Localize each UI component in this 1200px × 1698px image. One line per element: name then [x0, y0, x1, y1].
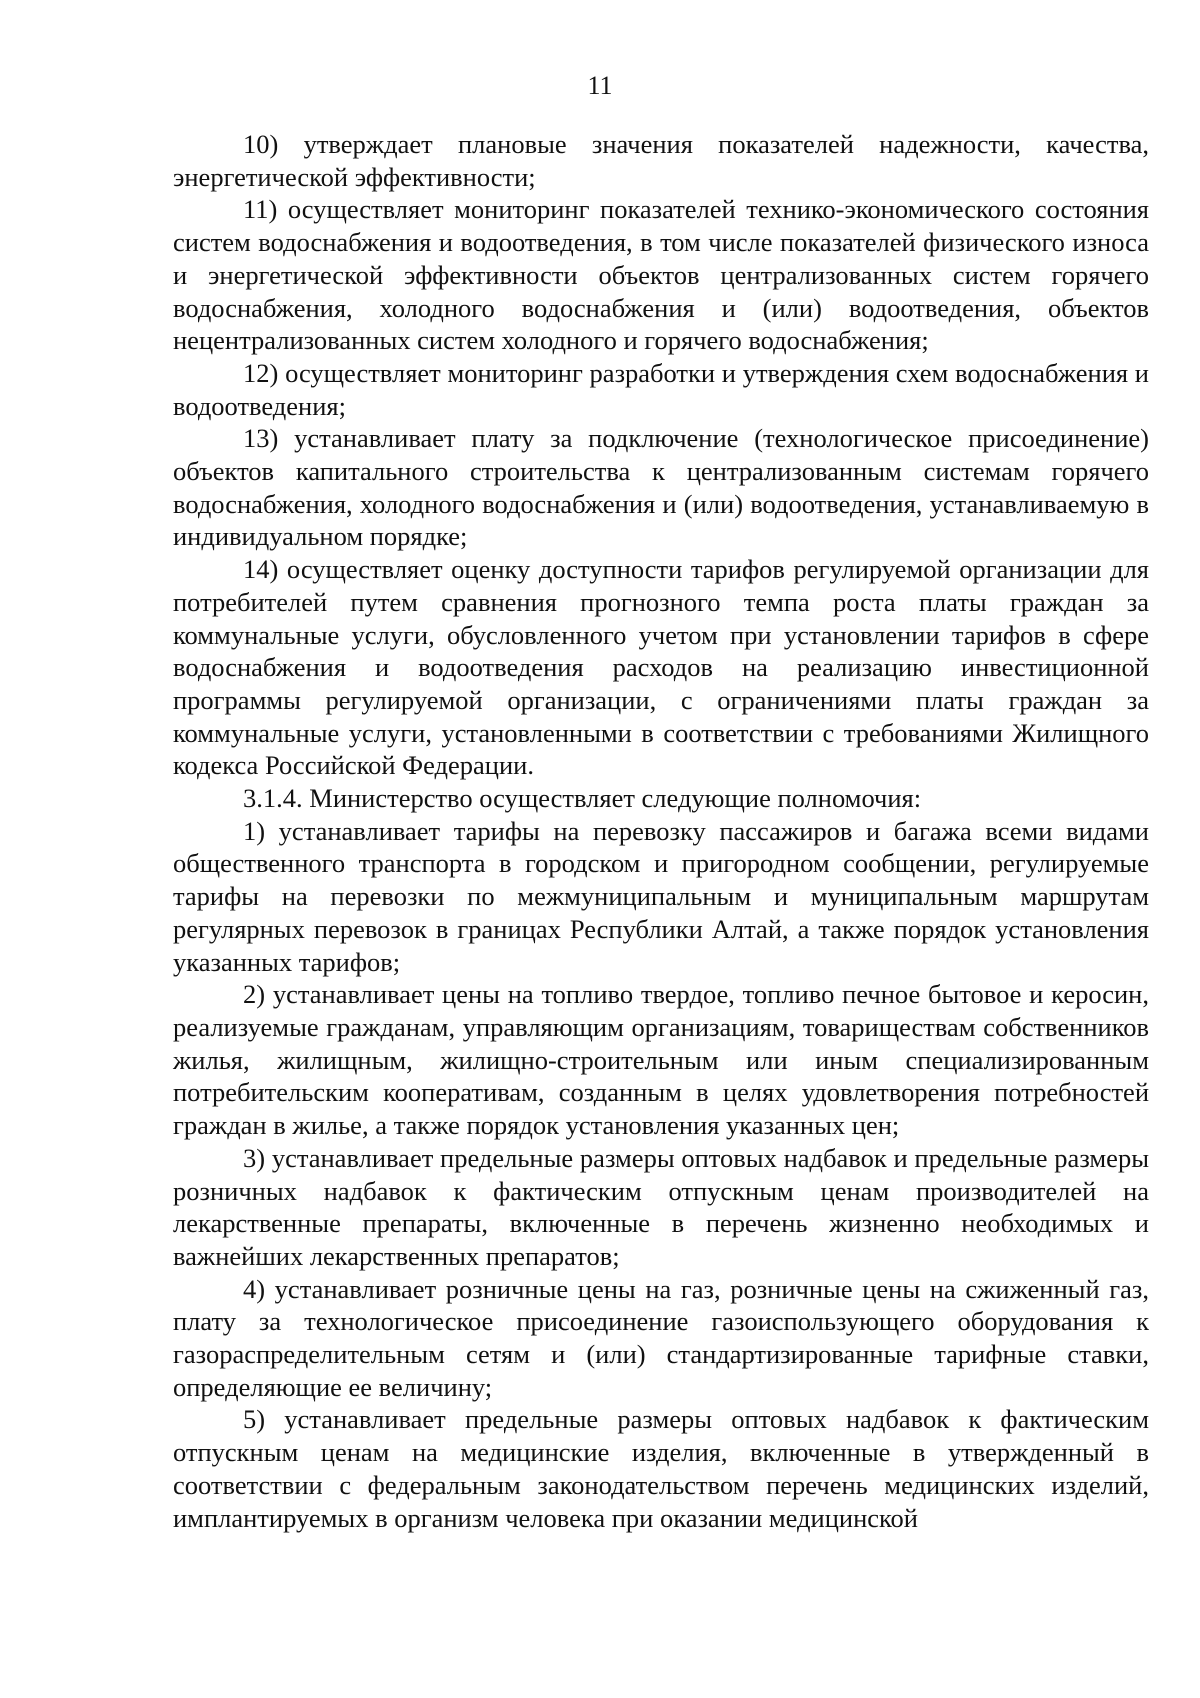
paragraph-item-4: 4) устанавливает розничные цены на газ, розничные цены на сжиженный газ, плату за технологическое присоединение газоиспользующего оборудования к газораспределительным сетям и (или) стандартизированные тарифные ставки, определяющие ее величину; [173, 1273, 1149, 1402]
section-heading-3-1-4: 3.1.4. Министерство осуществляет следующие полномочия: [243, 783, 922, 814]
paragraph-item-10: 10) утверждает плановые значения показателей надежности, качества, энергетической эффективности; [173, 129, 1149, 192]
paragraph-item-14: 14) осуществляет оценку доступности тарифов регулируемой организации для потребителей путем сравнения прогнозного темпа роста платы граждан за коммунальные услуги, обусловленного учетом при установлении тарифов в сфере водоснабжения и водоотведения расходов на реализацию инвестиционной программы регулируемой организации, с ограничениями платы граждан за коммунальные услуги, установленными в соответствии с требованиями Жилищного кодекса Российской Федерации. [173, 554, 1149, 781]
paragraph-item-13: 13) устанавливает плату за подключение (технологическое присоединение) объектов капитального строительства к централизованным системам горячего водоснабжения, холодного водоснабжения и (или) водоотведения, устанавливаемую в индивидуальном порядке; [173, 423, 1149, 552]
paragraph-item-11: 11) осуществляет мониторинг показателей технико-экономического состояния систем водоснабжения и водоотведения, в том числе показателей физического износа и энергетической эффективности объектов централизованных систем горячего водоснабжения, холодного водоснабжения и (или) водоотведения, объектов нецентрализованных систем холодного и горячего водоснабжения; [173, 194, 1149, 356]
page-number: 11 [587, 71, 613, 100]
document-body [173, 128, 1149, 1534]
paragraph-item-3: 3) устанавливает предельные размеры оптовых надбавок и предельные размеры розничных надбавок к фактическим отпускным ценам производителей на лекарственные препараты, включенные в перечень жизненно необходимых и важнейших лекарственных препаратов; [173, 1142, 1149, 1271]
paragraph-item-12: 12) осуществляет мониторинг разработки и утверждения схем водоснабжения и водоотведения; [173, 357, 1149, 421]
paragraph-item-5: 5) устанавливает предельные размеры оптовых надбавок к фактическим отпускным ценам на медицинские изделия, включенные в утвержденный в соответствии с федеральным законодательством перечень медицинских изделий, имплантируемых в организм человека при оказании медицинской [173, 1404, 1149, 1533]
paragraph-item-2: 2) устанавливает цены на топливо твердое, топливо печное бытовое и керосин, реализуемые гражданам, управляющим организациям, товариществам собственников жилья, жилищным, жилищно-строительным или иным специализированным потребительским кооперативам, созданным в целях удовлетворения потребностей граждан в жилье, а также порядок установления указанных цен; [173, 979, 1149, 1141]
paragraph-item-1: 1) устанавливает тарифы на перевозку пассажиров и багажа всеми видами общественного транспорта в городском и пригородном сообщении, регулируемые тарифы на перевозки по межмуниципальным и муниципальным маршрутам регулярных перевозок в границах Республики Алтай, а также порядок установления указанных тарифов; [173, 815, 1149, 977]
